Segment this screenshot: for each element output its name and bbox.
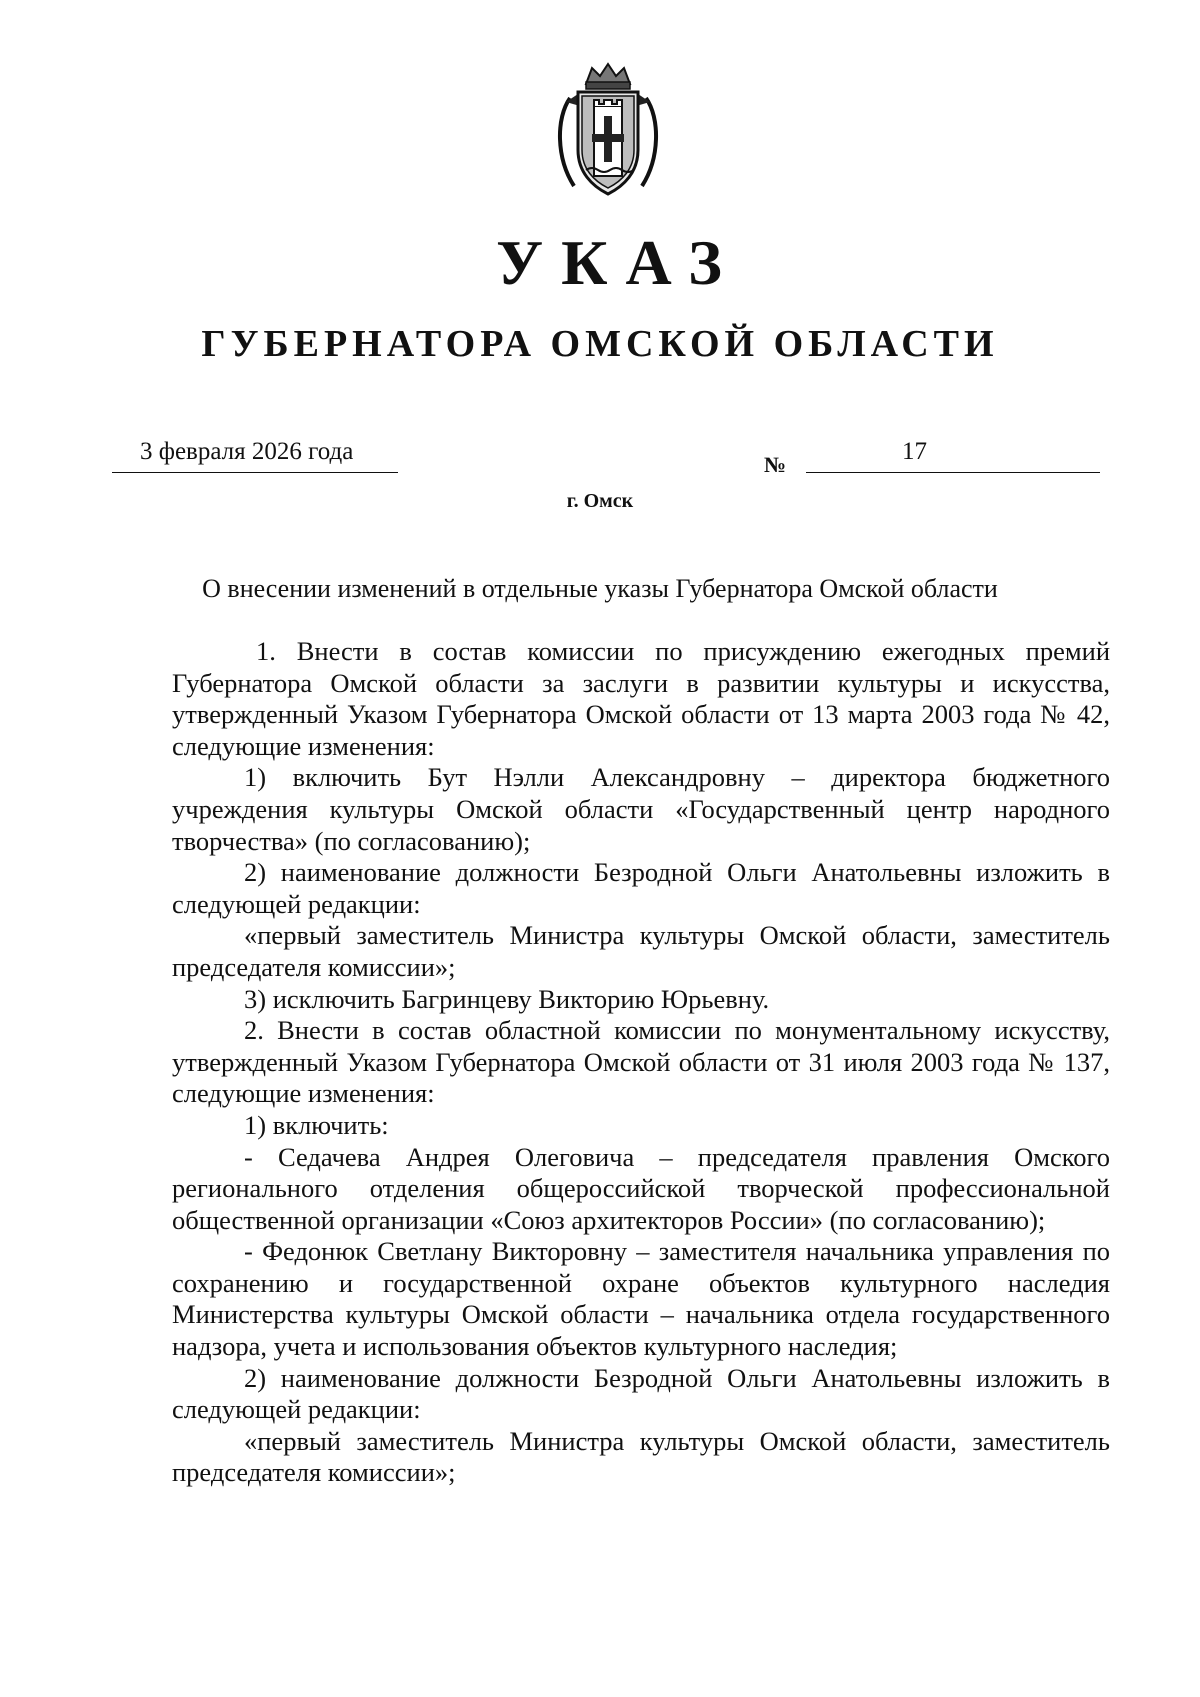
decree-number: 17 <box>902 438 927 465</box>
paragraph: 1) включить Бут Нэлли Александровну – директора бюджетного учреждения культуры Омской области «Государственный центр народного творчества» (по согласованию); <box>172 762 1110 856</box>
paragraph: 2) наименование должности Безродной Ольги Анатольевны изложить в следующей редакции: <box>172 1362 1110 1425</box>
decree-issuer: ГУБЕРНАТОРА ОМСКОЙ ОБЛАСТИ <box>201 323 999 365</box>
decree-number-label: № <box>764 452 787 477</box>
decree-date: 3 февраля 2026 года <box>140 438 354 465</box>
decree-number-field <box>806 438 1100 473</box>
omsk-coat-of-arms-icon <box>548 58 668 202</box>
paragraph: «первый заместитель Министра культуры Омской области, заместитель председателя комиссии»; <box>172 920 1110 982</box>
paragraph: - Федонюк Светлану Викторовну – заместителя начальника управления по сохранению и государственной охране объектов культурного наследия Министерства культуры Омской области – начальника отдела государственного надзора, учета и использования объектов культурного наследия; <box>172 1236 1110 1362</box>
paragraph: 2) наименование должности Безродной Ольги Анатольевны изложить в следующей редакции: <box>172 857 1110 919</box>
decree-title: УКАЗ <box>496 227 740 298</box>
paragraph: 1) включить: <box>244 1109 389 1140</box>
paragraph: 2. Внести в состав областной комиссии по монументальному искусству, утвержденный Указом Губернатора Омской области от 31 июля 2003 года № 137, следующие изменения: <box>172 1015 1110 1109</box>
decree-body <box>172 636 1110 1489</box>
decree-subject: О внесении изменений в отдельные указы Губернатора Омской области <box>202 574 998 603</box>
paragraph: «первый заместитель Министра культуры Омской области, заместитель председателя комиссии»; <box>172 1425 1110 1488</box>
paragraph: 1. Внести в состав комиссии по присуждению ежегодных премий Губернатора Омской области за заслуги в развитии культуры и искусства, утвержденный Указом Губернатора Омской области от 13 марта 2003 года № 42, следующие изменения: <box>172 636 1110 761</box>
decree-city: г. Омск <box>566 490 634 512</box>
paragraph: - Седачева Андрея Олеговича – председателя правления Омского регионального отделения общероссийской творческой профессиональной общественной организации «Союз архитекторов России» (по согласованию); <box>172 1141 1110 1235</box>
decree-date-field <box>112 438 398 473</box>
paragraph: 3) исключить Багринцеву Викторию Юрьевну. <box>244 983 770 1014</box>
